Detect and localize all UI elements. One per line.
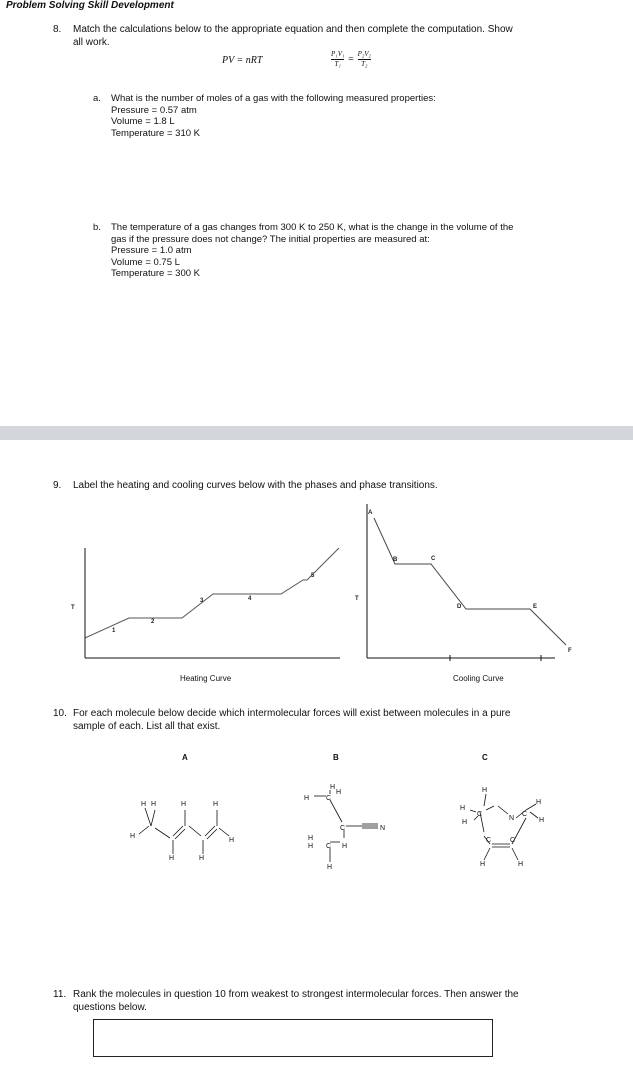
cooling-curve-diagram [345, 500, 585, 670]
part-a-volume: Volume = 1.8 L [111, 116, 175, 127]
question-11-text-line1: Rank the molecules in question 10 from weakest to strongest intermolecular forces. Then answer the [73, 989, 519, 1000]
question-number: 11. [53, 989, 67, 1000]
heating-curve-line [85, 548, 339, 638]
svg-text:C: C [486, 837, 492, 844]
part-b-temperature: Temperature = 300 K [111, 268, 200, 279]
question-11-text-line2: questions below. [73, 1002, 147, 1013]
question-number: 10. [53, 708, 67, 719]
svg-text:H: H [536, 799, 542, 806]
heating-point-1: 1 [112, 628, 116, 634]
heating-point-4: 4 [248, 596, 252, 602]
svg-text:H: H [462, 819, 468, 826]
atom-h: H [330, 784, 336, 791]
svg-text:C: C [510, 837, 516, 844]
question-8-text-line1: Match the calculations below to the appropriate equation and then complete the computation. Show [73, 24, 513, 35]
answer-box[interactable] [93, 1019, 493, 1057]
part-b-question-line2: gas if the pressure does not change? The initial properties are measured at: [111, 233, 430, 245]
heating-point-5: 5 [311, 573, 315, 579]
question-11 [53, 988, 613, 1014]
atom-c: C [340, 825, 346, 832]
svg-text:H: H [181, 801, 187, 808]
cooling-curve-caption: Cooling Curve [453, 674, 504, 683]
heating-point-2: 2 [151, 619, 155, 625]
ideal-gas-equation: PV = nRT [222, 55, 263, 66]
atom-n: N [380, 825, 386, 832]
svg-text:H: H [539, 817, 545, 824]
heating-curve-diagram [55, 540, 345, 670]
equals-sign: = [348, 54, 354, 65]
svg-text:H: H [480, 861, 486, 868]
question-8 [53, 23, 613, 49]
heating-axis-label: T [71, 605, 75, 611]
cooling-axis-label: T [355, 596, 359, 602]
part-b-question-line1: The temperature of a gas changes from 300 K to 250 K, what is the change in the volume of the [111, 222, 514, 233]
svg-text:H: H [151, 801, 157, 808]
page-header: Problem Solving Skill Development [6, 0, 174, 11]
svg-text:C: C [326, 795, 332, 802]
molecule-b-label: B [333, 753, 339, 762]
svg-text:H: H [336, 789, 342, 796]
part-a-label: a. [93, 93, 101, 104]
cooling-point-e: E [533, 604, 538, 610]
cooling-point-c: C [431, 556, 436, 562]
heating-point-3: 3 [200, 598, 204, 604]
question-8-text-line2: all work. [73, 37, 110, 48]
svg-text:N: N [509, 815, 515, 822]
part-b-pressure: Pressure = 1.0 atm [111, 245, 192, 256]
question-10-text-line2: sample of each. List all that exist. [73, 721, 221, 732]
part-b-volume: Volume = 0.75 L [111, 256, 180, 268]
svg-text:H: H [308, 843, 314, 850]
svg-text:H: H [130, 833, 136, 840]
svg-text:H: H [482, 787, 488, 794]
part-a-question: What is the number of moles of a gas with the following measured properties: [111, 93, 436, 104]
part-b [111, 222, 611, 280]
molecule-b-structure [300, 778, 420, 870]
molecule-a-label: A [182, 753, 188, 762]
question-9 [53, 479, 613, 492]
part-b-label: b. [93, 222, 101, 233]
svg-text:C: C [477, 811, 483, 818]
svg-text:H: H [460, 805, 466, 812]
question-10 [53, 707, 613, 733]
part-a-pressure: Pressure = 0.57 atm [111, 104, 197, 116]
cooling-point-f: F [568, 648, 572, 654]
section-divider [0, 426, 633, 440]
part-a [111, 93, 611, 139]
molecule-a-structure [125, 790, 245, 870]
svg-text:H: H [213, 801, 219, 808]
svg-text:C: C [326, 843, 332, 850]
heating-curve-caption: Heating Curve [180, 674, 232, 683]
cooling-point-a: A [368, 510, 373, 516]
svg-text:H: H [229, 837, 235, 844]
svg-text:H: H [169, 855, 175, 862]
svg-text:H: H [304, 795, 310, 802]
molecule-c-label: C [482, 753, 488, 762]
svg-text:H: H [342, 843, 348, 850]
cooling-point-b: B [393, 557, 398, 563]
cooling-point-d: D [457, 604, 462, 610]
svg-text:H: H [141, 801, 147, 808]
fraction-right-denominator: T₂ [361, 60, 368, 68]
combined-gas-law [331, 50, 371, 69]
question-10-text-line1: For each molecule below decide which intermolecular forces will exist between molecules in a pure [73, 708, 511, 719]
svg-text:H: H [199, 855, 205, 862]
fraction-left-numerator: P₁V₁ [331, 50, 345, 58]
svg-text:H: H [327, 864, 333, 870]
svg-text:H: H [308, 835, 314, 842]
fraction-right-numerator: P₂V₂ [357, 50, 371, 58]
question-number: 8. [53, 24, 62, 35]
cooling-curve-line [374, 518, 566, 645]
svg-text:H: H [518, 861, 524, 868]
question-number: 9. [53, 480, 62, 491]
question-9-text: Label the heating and cooling curves below with the phases and phase transitions. [73, 480, 438, 491]
fraction-left-denominator: T₁ [334, 60, 341, 68]
svg-text:C: C [522, 811, 528, 818]
part-a-temperature: Temperature = 310 K [111, 127, 200, 139]
molecule-c-structure [450, 780, 560, 870]
